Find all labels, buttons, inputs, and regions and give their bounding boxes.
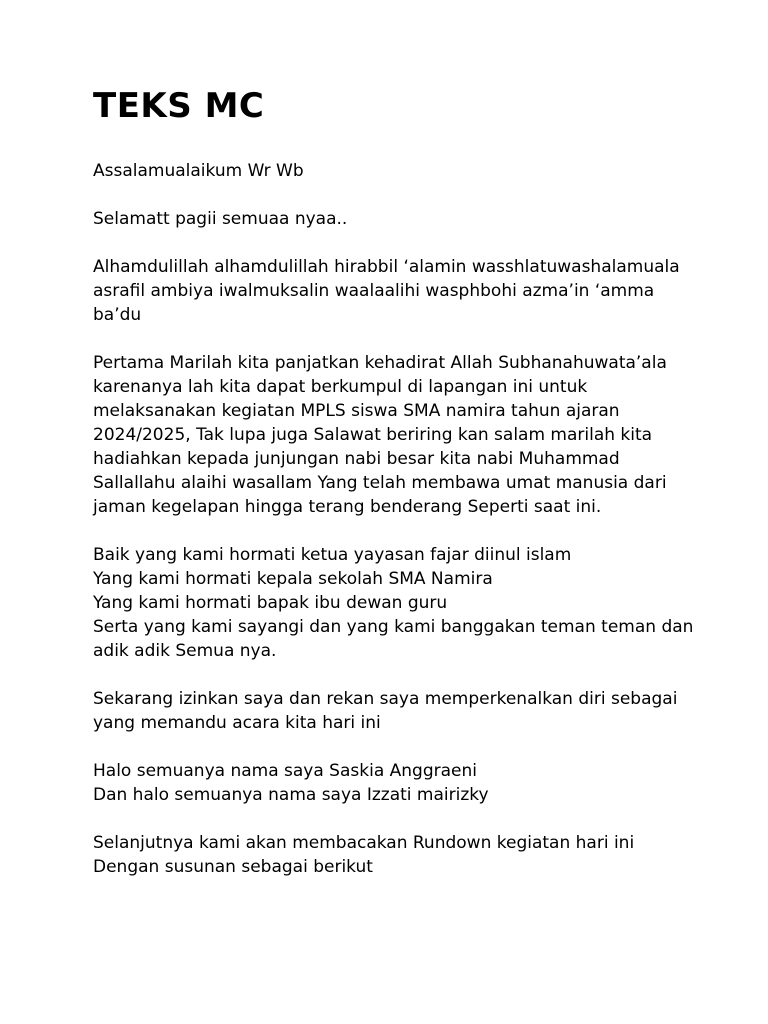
text-line: Selamatt pagii semuaa nyaa.. [93,209,348,229]
text-line: Dan halo semuanya nama saya Izzati mairizky [93,785,489,805]
text-line: yang memandu acara kita hari ini [93,713,381,733]
text-line: Yang kami hormati kepala sekolah SMA Namira [93,569,493,589]
text-line: Halo semuanya nama saya Saskia Anggraeni [93,761,477,781]
text-line: Dengan susunan sebagai berikut [93,857,373,877]
text-line: Baik yang kami hormati ketua yayasan fajar diinul islam [93,545,572,565]
text-line: melaksanakan kegiatan MPLS siswa SMA namira tahun ajaran [93,401,620,421]
paragraph-opening [93,351,693,519]
paragraph-respects [93,543,693,663]
text-line: hadiahkan kepada junjungan nabi besar kita nabi Muhammad [93,449,620,469]
text-line: Assalamualaikum Wr Wb [93,161,304,181]
paragraph-names [93,759,693,807]
paragraph-greeting [93,159,693,183]
text-line: 2024/2025, Tak lupa juga Salawat beriring kan salam marilah kita [93,425,653,445]
text-line: karenanya lah kita dapat berkumpul di lapangan ini untuk [93,377,588,397]
text-line: Alhamdulillah alhamdulillah hirabbil ‘alamin wasshlatuwashalamuala [93,257,680,277]
text-line: adik adik Semua nya. [93,641,277,661]
text-line: jaman kegelapan hingga terang benderang Seperti saat ini. [93,497,602,517]
text-line: Pertama Marilah kita panjatkan kehadirat Allah Subhanahuwata’ala [93,353,667,373]
document-body [93,159,693,903]
text-line: ba’du [93,305,142,325]
text-line: Selanjutnya kami akan membacakan Rundown kegiatan hari ini [93,833,635,853]
paragraph-praise [93,255,693,327]
text-line: Sallallahu alaihi wasallam Yang telah membawa umat manusia dari [93,473,667,493]
text-line: asrafil ambiya iwalmuksalin waalaalihi wasphbohi azma’in ‘amma [93,281,655,301]
paragraph-introduction [93,687,693,735]
text-line: Sekarang izinkan saya dan rekan saya memperkenalkan diri sebagai [93,689,678,709]
text-line: Serta yang kami sayangi dan yang kami banggakan teman teman dan [93,617,694,637]
document-title: TEKS MC [93,86,265,126]
text-line: Yang kami hormati bapak ibu dewan guru [93,593,448,613]
paragraph-rundown [93,831,693,879]
paragraph-morning [93,207,693,231]
